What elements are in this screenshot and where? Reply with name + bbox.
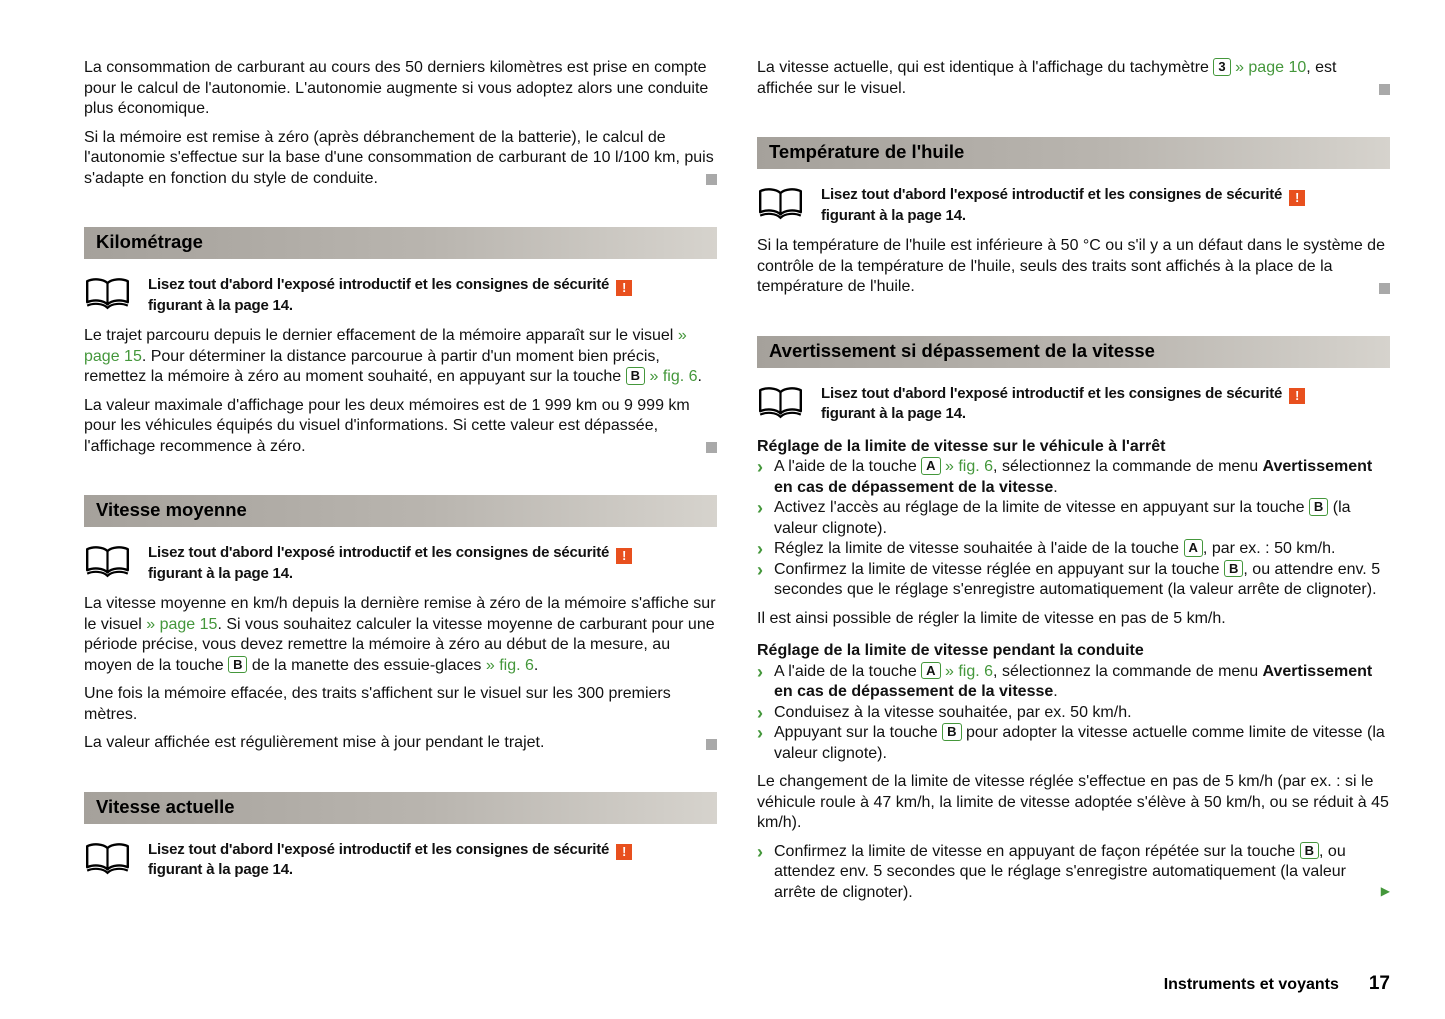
text-run: Réglez la limite de vitesse souhaitée à l'aide de la touche bbox=[774, 540, 1184, 557]
paragraph bbox=[84, 326, 717, 388]
instruction-step-text bbox=[774, 539, 1390, 560]
paragraph bbox=[757, 58, 1390, 99]
text-run: Si la température de l'huile est inférieure à 50 °C ou s'il y a un défaut dans le système de contrôle de la température de l'huile, seuls des traits sont affichés à la place de la température de l'huile. bbox=[757, 237, 1385, 295]
safety-note-text bbox=[821, 384, 1305, 425]
safety-note bbox=[757, 384, 1390, 425]
instruction-step-text bbox=[774, 498, 1390, 539]
safety-note-line bbox=[821, 206, 1305, 227]
text-run: Confirmez la limite de vitesse en appuyant de façon répétée sur la touche bbox=[774, 842, 1300, 860]
instruction-step bbox=[757, 703, 1390, 724]
safety-note-text bbox=[148, 543, 632, 584]
text-run: Lisez tout d'abord l'exposé introductif et les consignes de sécurité bbox=[148, 840, 610, 858]
text-run: Il est ainsi possible de régler la limite de vitesse en pas de 5 km/h. bbox=[757, 609, 1226, 627]
instruction-step bbox=[757, 662, 1390, 703]
section-header bbox=[757, 137, 1390, 169]
control-key-b: B bbox=[942, 723, 961, 741]
control-key-b: B bbox=[626, 367, 645, 385]
text-run: Lisez tout d'abord l'exposé introductif et les consignes de sécurité bbox=[148, 276, 610, 293]
instruction-step-text bbox=[774, 662, 1390, 703]
left-column bbox=[84, 50, 717, 891]
step-bullet-icon: › bbox=[757, 723, 763, 743]
cross-reference-link[interactable]: » page 15 bbox=[146, 615, 218, 633]
section-end-marker-icon bbox=[1379, 84, 1390, 95]
open-book-icon bbox=[84, 543, 131, 583]
text-run: . bbox=[697, 368, 702, 385]
section-header-label: Kilométrage bbox=[96, 231, 203, 252]
step-bullet-icon: › bbox=[757, 498, 763, 518]
instruction-step-text bbox=[774, 723, 1390, 764]
subsection-title-text: Réglage de la limite de vitesse pendant la conduite bbox=[757, 642, 1144, 659]
paragraph bbox=[84, 684, 717, 725]
safety-note-line bbox=[148, 860, 632, 881]
text-run: figurant à la page 14. bbox=[148, 564, 293, 582]
control-key-b: B bbox=[1300, 842, 1319, 860]
section-end-marker-icon bbox=[1379, 283, 1390, 294]
open-book-icon bbox=[757, 185, 804, 225]
section-header bbox=[757, 336, 1390, 368]
text-run: , ou attendre env. 5 secondes que le réglage s'enregistre automatiquement (la valeur arrête de clignoter). bbox=[774, 560, 1381, 598]
text-run: , ou attendez env. 5 secondes que le réglage s'enregistre automatiquement (la valeur arrête de clignoter). bbox=[774, 842, 1346, 901]
safety-note bbox=[84, 840, 717, 881]
paragraph bbox=[84, 58, 717, 120]
text-run: La vitesse actuelle, qui est identique à l'affichage du tachymètre bbox=[757, 59, 1214, 76]
section-header bbox=[84, 495, 717, 527]
cross-reference-link[interactable]: » fig. 6 bbox=[649, 368, 698, 385]
safety-note-line bbox=[148, 840, 632, 861]
instruction-step bbox=[757, 842, 1390, 904]
continuation-arrow-icon: ▶ bbox=[1380, 883, 1390, 898]
control-key-b: B bbox=[1309, 498, 1328, 516]
safety-warning-icon: ! bbox=[616, 548, 632, 564]
safety-note-line bbox=[148, 564, 632, 585]
section-header-label: Avertissement si dépassement de la vitesse bbox=[769, 339, 1155, 361]
text-run: Si la mémoire est remise à zéro (après débranchement de la batterie), le calcul de l'autonomie s'effectue sur la base d'une consommation de carburant de 10 l/100 km, puis s'adapte en fonction du style de conduite. bbox=[84, 128, 714, 187]
menu-item-name: Avertissement en cas de dépassement de la vitesse bbox=[774, 662, 1373, 700]
text-run: La valeur maximale d'affichage pour les deux mémoires est de 1 999 km ou 9 999 km pour les véhicules équipés du visuel d'informations. Si cette valeur est dépassée, l'affichage recommence à zéro. bbox=[84, 396, 690, 455]
section-header bbox=[84, 227, 717, 259]
safety-warning-icon: ! bbox=[616, 844, 632, 860]
text-run: . Si vous souhaitez calculer la vitesse moyenne de carburant pour une période précise, vous devez remettre la mémoire à zéro au début de la mesure, au moyen de la touche bbox=[84, 615, 715, 674]
text-run: , sélectionnez la commande de menu bbox=[993, 458, 1263, 475]
section-end-marker-icon bbox=[706, 174, 717, 185]
instruction-step bbox=[757, 723, 1390, 764]
safety-note bbox=[84, 275, 717, 316]
paragraph bbox=[757, 772, 1390, 834]
paragraph bbox=[84, 128, 717, 190]
text-run: Le trajet parcouru depuis le dernier effacement de la mémoire apparaît sur le visuel bbox=[84, 327, 678, 344]
instruction-step bbox=[757, 498, 1390, 539]
text-run: Lisez tout d'abord l'exposé introductif et les consignes de sécurité bbox=[148, 544, 610, 561]
text-run: . bbox=[533, 656, 539, 674]
paragraph bbox=[84, 594, 717, 676]
safety-note-text bbox=[148, 840, 632, 881]
text-run: La consommation de carburant au cours des 50 derniers kilomètres est prise en compte pour le calcul de l'autonomie. L'autonomie augmente si vous adoptez alors une conduite plus économique. bbox=[84, 59, 709, 117]
text-run: figurant à la page 14. bbox=[821, 206, 966, 224]
safety-note-text bbox=[821, 185, 1305, 226]
subsection-title bbox=[757, 641, 1390, 662]
text-run: figurant à la page 14. bbox=[148, 861, 293, 878]
cross-reference-link[interactable]: » fig. 6 bbox=[485, 656, 534, 674]
open-book-icon bbox=[84, 840, 131, 880]
control-key-b: B bbox=[228, 656, 247, 674]
safety-note-line bbox=[148, 275, 632, 296]
safety-note-line bbox=[148, 543, 632, 564]
safety-warning-icon: ! bbox=[1289, 388, 1305, 404]
text-run: . Pour déterminer la distance parcourue à partir d'un moment bien précis, remettez la mémoire à zéro au moment souhaité, en appuyant sur la touche bbox=[84, 347, 660, 385]
paragraph bbox=[757, 236, 1390, 298]
paragraph bbox=[757, 609, 1390, 630]
instruction-step-text bbox=[774, 703, 1390, 724]
safety-warning-icon: ! bbox=[616, 280, 632, 296]
safety-note-line bbox=[821, 404, 1305, 425]
subsection-title bbox=[757, 437, 1390, 458]
text-run: figurant à la page 14. bbox=[821, 405, 966, 422]
footer-section-title: Instruments et voyants bbox=[1163, 976, 1339, 993]
text-run: , est affichée sur le visuel. bbox=[757, 59, 1337, 97]
text-run: pour adopter la vitesse actuelle comme limite de vitesse (la valeur clignote). bbox=[774, 724, 1385, 762]
page-footer bbox=[1164, 973, 1390, 995]
right-column bbox=[757, 50, 1390, 903]
text-run: Confirmez la limite de vitesse réglée en appuyant sur la touche bbox=[774, 560, 1225, 578]
section-end-marker-icon bbox=[706, 739, 717, 750]
instruction-step bbox=[757, 560, 1390, 601]
control-key-a: A bbox=[921, 457, 940, 475]
open-book-icon bbox=[84, 275, 131, 315]
text-run: . bbox=[1053, 683, 1058, 700]
menu-item-name: Avertissement en cas de dépassement de la vitesse bbox=[774, 458, 1373, 496]
instruction-step bbox=[757, 457, 1390, 498]
section-header-label: Vitesse moyenne bbox=[96, 499, 247, 520]
control-key-3: 3 bbox=[1213, 58, 1230, 76]
text-run: Lisez tout d'abord l'exposé introductif et les consignes de sécurité bbox=[821, 186, 1283, 203]
cross-reference-link[interactable]: » fig. 6 bbox=[945, 662, 994, 680]
instruction-step-text bbox=[774, 842, 1390, 904]
instruction-step-text bbox=[774, 560, 1390, 601]
cross-reference-link[interactable]: » fig. 6 bbox=[945, 458, 994, 475]
text-run: Lisez tout d'abord l'exposé introductif et les consignes de sécurité bbox=[821, 384, 1283, 402]
safety-note bbox=[757, 185, 1390, 226]
text-run: . bbox=[1053, 478, 1058, 496]
instruction-step-text bbox=[774, 457, 1390, 498]
safety-warning-icon: ! bbox=[1289, 190, 1305, 206]
safety-note-line bbox=[821, 185, 1305, 206]
text-run: Le changement de la limite de vitesse réglée s'effectue en pas de 5 km/h (par ex. : si le véhicule roule à 47 km/h, la limite de vitesse adoptée s'élève à 50 km/h, ou se réduit à 45 km/h). bbox=[757, 773, 1389, 831]
text-run: , par ex. : 50 km/h. bbox=[1202, 540, 1336, 557]
cross-reference-link[interactable]: » page 15 bbox=[84, 327, 687, 365]
step-bullet-icon: › bbox=[757, 702, 763, 723]
safety-note bbox=[84, 543, 717, 584]
text-run: A l'aide de la touche bbox=[774, 662, 922, 680]
section-header-label: Température de l'huile bbox=[769, 141, 965, 162]
text-run: de la manette des essuie-glaces bbox=[247, 656, 486, 674]
step-bullet-icon: › bbox=[757, 559, 763, 580]
open-book-icon bbox=[757, 384, 804, 424]
step-bullet-icon: › bbox=[757, 457, 763, 477]
cross-reference-link[interactable]: » page 10 bbox=[1235, 59, 1307, 76]
section-header-label: Vitesse actuelle bbox=[96, 795, 235, 817]
text-run: Conduisez à la vitesse souhaitée, par ex. 50 km/h. bbox=[774, 703, 1132, 721]
control-key-a: A bbox=[921, 662, 940, 680]
text-run: La vitesse moyenne en km/h depuis la dernière remise à zéro de la mémoire s'affiche sur le visuel bbox=[84, 595, 716, 633]
paragraph bbox=[84, 396, 717, 458]
text-run: figurant à la page 14. bbox=[148, 296, 293, 314]
control-key-b: B bbox=[1224, 560, 1243, 578]
paragraph bbox=[84, 733, 717, 754]
section-header bbox=[84, 792, 717, 824]
subsection-title-text: Réglage de la limite de vitesse sur le véhicule à l'arrêt bbox=[757, 437, 1166, 455]
safety-note-text bbox=[148, 275, 632, 316]
text-run: Appuyant sur la touche bbox=[774, 724, 943, 741]
text-run: A l'aide de la touche bbox=[774, 458, 922, 475]
text-run: , sélectionnez la commande de menu bbox=[993, 662, 1263, 680]
text-run: Une fois la mémoire effacée, des traits s'affichent sur le visuel sur les 300 premiers mètres. bbox=[84, 685, 671, 723]
control-key-a: A bbox=[1184, 539, 1203, 557]
step-bullet-icon: › bbox=[757, 539, 763, 559]
section-end-marker-icon bbox=[706, 442, 717, 453]
text-run: La valeur affichée est régulièrement mise à jour pendant le trajet. bbox=[84, 734, 545, 751]
text-run: (la valeur clignote). bbox=[774, 499, 1351, 537]
safety-note-line bbox=[821, 384, 1305, 405]
instruction-step bbox=[757, 539, 1390, 560]
safety-note-line bbox=[148, 296, 632, 317]
text-run: Activez l'accès au réglage de la limite de vitesse en appuyant sur la touche bbox=[774, 499, 1309, 516]
step-bullet-icon: › bbox=[757, 661, 763, 682]
footer-page-number: 17 bbox=[1368, 973, 1390, 994]
step-bullet-icon: › bbox=[757, 841, 763, 862]
